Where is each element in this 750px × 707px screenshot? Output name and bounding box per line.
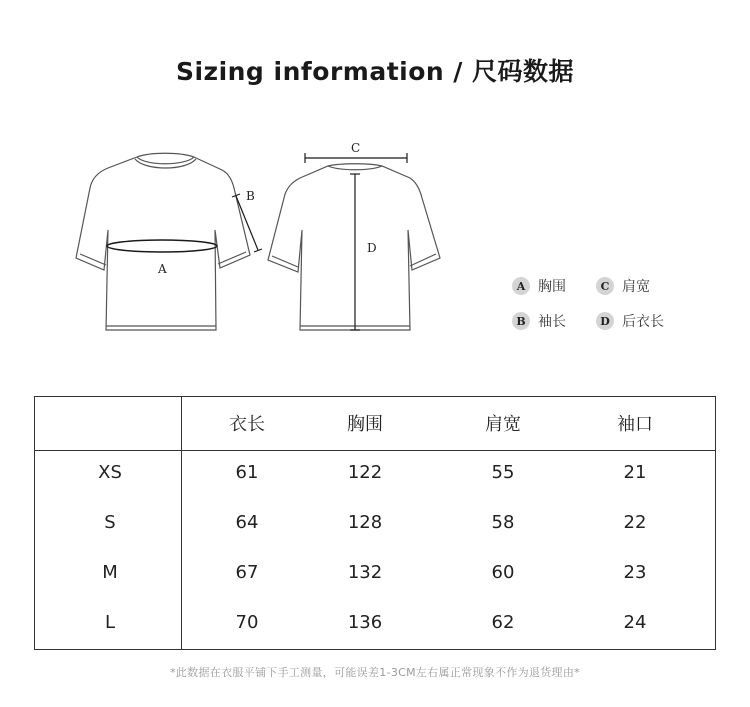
table-cell: 64 xyxy=(235,512,259,533)
table-cell: 58 xyxy=(491,512,515,533)
label-a: A xyxy=(158,262,167,276)
legend-badge-d: D xyxy=(596,312,614,330)
label-c: C xyxy=(351,141,361,155)
legend-item-shoulder xyxy=(596,276,650,296)
table-cell: 61 xyxy=(235,462,259,483)
legend-badge-c: C xyxy=(596,277,614,295)
table-cell: 55 xyxy=(491,462,515,483)
legend-item-back-length xyxy=(596,311,664,331)
table-cell: 62 xyxy=(491,612,515,633)
page-title xyxy=(0,52,750,88)
title-zh: 尺码数据 xyxy=(472,57,575,86)
table-cell: 60 xyxy=(491,562,515,583)
table-cell: 136 xyxy=(347,612,383,633)
row-size-s: S xyxy=(104,512,116,533)
legend-item-chest xyxy=(512,276,566,296)
table-cell: 128 xyxy=(347,512,383,533)
title-en: Sizing information xyxy=(175,57,445,86)
table-cell: 24 xyxy=(623,612,647,633)
table-divider-horizontal xyxy=(35,450,715,451)
legend-label-back-length: 后衣长 xyxy=(622,314,664,330)
row-size-m: M xyxy=(102,562,118,583)
title-separator: / xyxy=(453,57,463,86)
table-cell: 67 xyxy=(235,562,259,583)
legend-label-shoulder: 肩宽 xyxy=(622,279,650,295)
header-shoulder: 肩宽 xyxy=(485,414,521,435)
back-tshirt-illustration xyxy=(268,164,440,330)
table-cell: 132 xyxy=(347,562,383,583)
header-length: 衣长 xyxy=(229,414,265,435)
table-divider-vertical xyxy=(181,397,182,649)
legend-badge-a: A xyxy=(512,277,530,295)
table-cell: 21 xyxy=(623,462,647,483)
table-cell: 23 xyxy=(623,562,647,583)
row-size-xs: XS xyxy=(98,462,122,483)
legend-badge-b: B xyxy=(512,312,530,330)
size-table xyxy=(34,396,716,650)
table-cell: 122 xyxy=(347,462,383,483)
legend-item-sleeve xyxy=(512,311,566,331)
label-d: D xyxy=(367,241,377,255)
chest-measure-ellipse xyxy=(107,240,217,252)
table-cell: 70 xyxy=(235,612,259,633)
legend-label-sleeve: 袖长 xyxy=(538,314,566,330)
legend-label-chest: 胸围 xyxy=(538,279,566,295)
row-size-l: L xyxy=(104,612,116,633)
measurement-disclaimer: *此数据在衣服平铺下手工测量，可能误差1-3CM左右属正常现象不作为退货理由* xyxy=(170,666,580,679)
label-b: B xyxy=(246,189,255,203)
header-cuff: 袖口 xyxy=(617,414,653,435)
front-tshirt-illustration xyxy=(76,153,250,330)
table-cell: 22 xyxy=(623,512,647,533)
back-length-measure-line xyxy=(350,174,360,330)
header-chest: 胸围 xyxy=(347,414,383,435)
